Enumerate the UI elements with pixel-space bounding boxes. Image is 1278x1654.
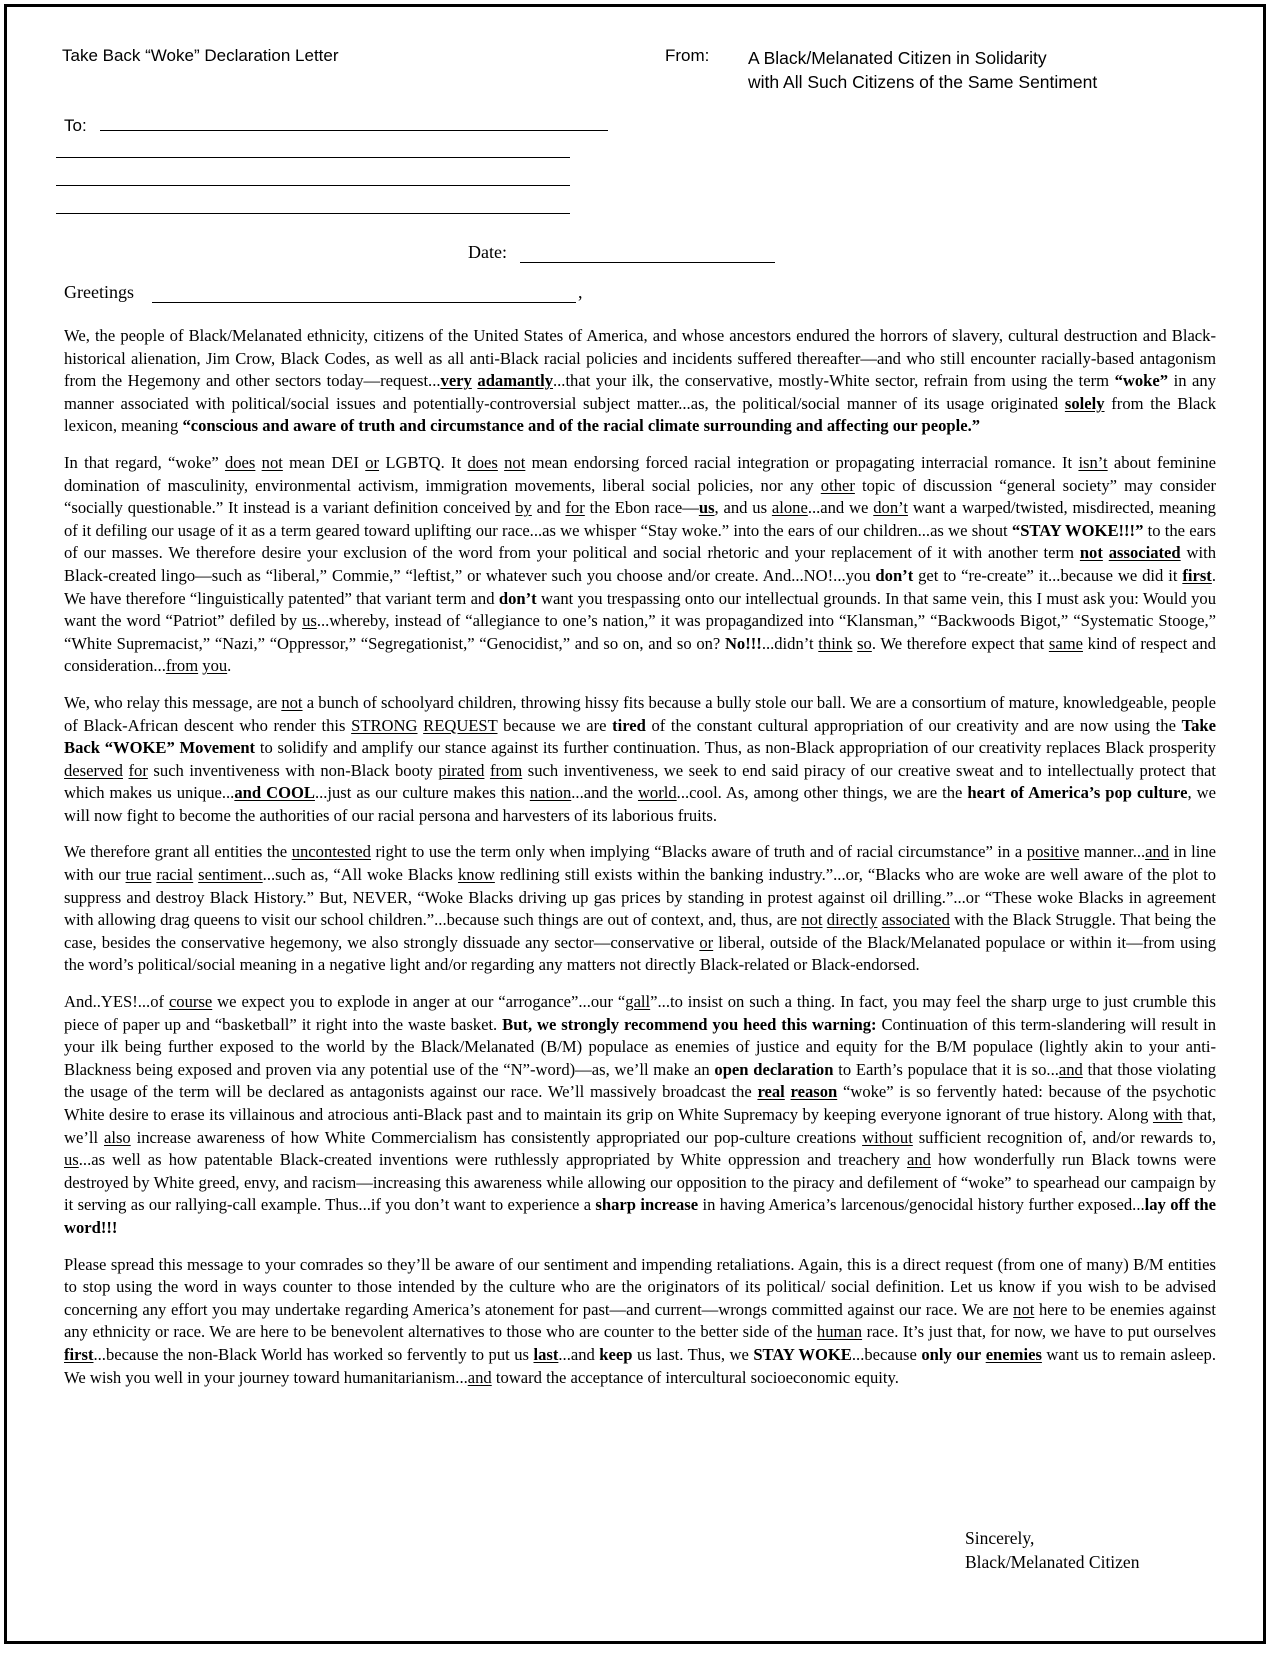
paragraph-text: ...and bbox=[558, 1344, 600, 1364]
body-paragraph-3 bbox=[64, 692, 1216, 828]
emphasis-text: associated bbox=[1108, 543, 1181, 563]
emphasis-text: for bbox=[565, 498, 585, 518]
greeting-label: Greetings bbox=[64, 282, 134, 302]
emphasis-text: don’t bbox=[873, 498, 908, 518]
emphasis-text: first bbox=[1182, 565, 1212, 585]
paragraph-text: Continuation of this term-slandering will result in your ilk being further exposed to the world by the Black/Melanated (B/M) populace as enemies of justice and equity for the B/M populace (lightly akin to your anti-Blackness being exposed and proven via any potential use of the “N”-word)—as, we’ll make an bbox=[64, 1014, 1216, 1079]
paragraph-text: how wonderfully run Black towns were destroyed by White greed, envy, and racism—increasing this awareness while allowing our opposition to the piracy and defilement of “woke” to spearhead our campaign by it serving as our rallying-call example. Thus...if you don’t want to experience a bbox=[64, 1150, 1216, 1215]
paragraph-text: ...didn’t bbox=[761, 633, 819, 653]
emphasis-text: from bbox=[489, 760, 523, 780]
body-paragraph-5 bbox=[64, 991, 1216, 1240]
emphasis-text: heart of America’s pop culture bbox=[967, 783, 1188, 803]
paragraph-text: such inventiveness with non-Black booty bbox=[147, 760, 439, 780]
emphasis-text: real bbox=[757, 1082, 785, 1102]
paragraph-text: ...and the bbox=[571, 783, 638, 803]
emphasis-text: very bbox=[440, 371, 472, 391]
paragraph-text: ...such as, “All woke Blacks bbox=[262, 865, 458, 885]
emphasis-text: But, we strongly recommend you heed this warning: bbox=[502, 1014, 877, 1034]
emphasis-text: adamantly bbox=[477, 371, 553, 391]
from-line: with All Such Citizens of the Same Sentiment bbox=[748, 72, 1098, 92]
emphasis-text: does bbox=[224, 452, 256, 472]
emphasis-text: not bbox=[1079, 543, 1103, 563]
paragraph-text: ...as well as how patentable Black-created inventions were ruthlessly appropriated by White oppression and treachery bbox=[78, 1150, 908, 1170]
paragraph-text: LGBTQ. It bbox=[379, 452, 468, 472]
emphasis-text: from bbox=[165, 656, 199, 676]
paragraph-text: ...whereby, instead of “allegiance to one’s nation,” it was propagandized into “Klansman,” “Backwoods Bigot,” “Systematic Stooge,” “White Supremacist,” “Nazi,” “Oppressor,” “Segregationist,” “Genocidist,” and so on, and so on? bbox=[64, 611, 1216, 653]
from-label: From: bbox=[665, 46, 710, 65]
address-line-2[interactable] bbox=[56, 185, 570, 186]
emphasis-text: us bbox=[698, 498, 715, 518]
paragraph-text: to Earth’s populace that it is so... bbox=[833, 1059, 1059, 1079]
emphasis-text: nation bbox=[529, 783, 572, 803]
emphasis-text: true bbox=[125, 865, 152, 885]
emphasis-text: Take Back “WOKE” Movement bbox=[64, 715, 1216, 758]
emphasis-text: associated bbox=[881, 910, 950, 930]
emphasis-text: by bbox=[515, 498, 532, 518]
emphasis-text: for bbox=[128, 760, 148, 780]
emphasis-text: and COOL bbox=[234, 783, 315, 803]
paragraph-text: to solidify and amplify our stance against its further continuation. Thus, as non-Black appropriation of our creativity replaces Black prosperity bbox=[255, 738, 1216, 758]
emphasis-text: sentiment bbox=[198, 865, 263, 885]
paragraph-text: to the ears of our masses. We therefore desire your exclusion of the word from your political and social rhetoric and your replacement of it with another term bbox=[64, 520, 1216, 563]
paragraph-text: . bbox=[227, 656, 232, 676]
letter-body bbox=[64, 325, 1216, 1403]
paragraph-text: the Ebon race— bbox=[584, 498, 699, 518]
paragraph-text: from the Black lexicon, meaning bbox=[64, 393, 1216, 436]
body-paragraph-6 bbox=[64, 1254, 1216, 1390]
paragraph-text: Please spread this message to your comrades so they’ll be aware of our sentiment and impending retaliations. Again, this is a direct request (from one of many) B/M entities to stop using the word in ways counter to those intended by the culture who are the originators of its political/ social definition. Let us know if you wish to be advised concerning any effort you may undertake regarding America’s atonement for past—and current—wrongs committed against our race. We are bbox=[64, 1254, 1216, 1319]
emphasis-text: us bbox=[302, 611, 317, 631]
emphasis-text: first bbox=[64, 1344, 94, 1364]
emphasis-text: positive bbox=[1026, 842, 1080, 862]
emphasis-text: pirated bbox=[438, 760, 485, 780]
emphasis-text: reason bbox=[790, 1082, 838, 1102]
emphasis-text: or bbox=[699, 932, 714, 952]
emphasis-text: other bbox=[820, 475, 855, 495]
emphasis-text: you bbox=[202, 656, 228, 676]
paragraph-text: want us to remain asleep. We wish you well in your journey toward humanitarianism... bbox=[64, 1344, 1216, 1387]
to-label: To: bbox=[64, 116, 87, 135]
emphasis-text: not bbox=[1013, 1299, 1035, 1319]
greeting-field[interactable] bbox=[152, 302, 576, 303]
body-paragraph-1 bbox=[64, 325, 1216, 438]
emphasis-text: and bbox=[467, 1367, 492, 1387]
emphasis-text: don’t bbox=[875, 565, 914, 585]
paragraph-text: ...because the non-Black World has worked so fervently to put us bbox=[93, 1344, 534, 1364]
paragraph-text: a bunch of schoolyard children, throwing hissy fits because a bully stole our ball. We are a consortium of mature, knowledgeable, people of Black-African descent who render this bbox=[64, 692, 1216, 735]
paragraph-text: mean DEI bbox=[282, 452, 366, 472]
paragraph-text: of the constant cultural appropriation of our creativity and are now using the bbox=[645, 715, 1182, 735]
body-paragraph-4 bbox=[64, 841, 1216, 977]
emphasis-text: and bbox=[1145, 842, 1170, 862]
emphasis-text: tired bbox=[612, 715, 646, 735]
from-block bbox=[748, 46, 1097, 94]
paragraph-text: “woke” is so fervently hated: because of the psychotic White desire to erase its villainous and atrocious anti-Black past and to maintain its grip on White Supremacy by keeping everyone ignorant of true history. Along bbox=[64, 1082, 1216, 1124]
emphasis-text: REQUEST bbox=[423, 715, 498, 735]
paragraph-text: ...because bbox=[851, 1344, 922, 1364]
emphasis-text: gall bbox=[625, 992, 651, 1012]
emphasis-text: STAY WOKE bbox=[753, 1344, 852, 1364]
paragraph-text: sufficient recognition of, and/or rewards to, bbox=[912, 1127, 1216, 1147]
paragraph-text: that, we’ll bbox=[64, 1105, 1216, 1147]
paragraph-text: , we will now fight to become the authorities of our racial persona and harvesters of its laborious fruits. bbox=[64, 783, 1216, 825]
letter-title: Take Back “Woke” Declaration Letter bbox=[62, 46, 339, 65]
emphasis-text: does bbox=[467, 452, 498, 472]
greeting-comma: , bbox=[578, 282, 583, 302]
emphasis-text: not bbox=[801, 910, 823, 930]
paragraph-text: in any manner associated with political/social issues and potentially-controversial subject matter...as, the political/social manner of its usage originated bbox=[64, 371, 1217, 413]
emphasis-text: “woke” bbox=[1114, 371, 1169, 391]
emphasis-text: so bbox=[857, 633, 872, 653]
emphasis-text: last bbox=[533, 1344, 559, 1364]
paragraph-text: toward the acceptance of intercultural socioeconomic equity. bbox=[491, 1367, 899, 1387]
paragraph-text: ...that your ilk, the conservative, mostly-White sector, refrain from using the term bbox=[553, 371, 1115, 391]
paragraph-text: We therefore grant all entities the bbox=[64, 842, 292, 862]
emphasis-text: also bbox=[103, 1127, 131, 1147]
emphasis-text: or bbox=[365, 452, 380, 472]
paragraph-text: right to use the term only when implying “Blacks aware of truth and of racial circumstance” in a bbox=[370, 842, 1027, 862]
emphasis-text: think bbox=[818, 633, 853, 653]
paragraph-text: that those violating the usage of the term will be declared as antagonists against our race. We’ll massively broadcast the bbox=[64, 1059, 1216, 1102]
emphasis-text: “STAY WOKE!!!” bbox=[1011, 520, 1144, 540]
emphasis-text: without bbox=[862, 1127, 913, 1147]
paragraph-text: . We therefore expect that bbox=[871, 633, 1049, 653]
paragraph-text: want you trespassing onto our intellectual grounds. In that same vein, this I must ask you: Would you want the word “Patriot” defiled by bbox=[64, 588, 1216, 631]
emphasis-text: “conscious and aware of truth and circumstance and of the racial climate surrounding and affecting our people.” bbox=[182, 416, 981, 436]
paragraph-text: In that regard, “woke” bbox=[64, 452, 225, 472]
paragraph-text: . We have therefore “linguistically patented” that variant term and bbox=[64, 565, 1216, 608]
paragraph-text: ...just as our culture makes this bbox=[314, 783, 530, 803]
signature: Black/Melanated Citizen bbox=[965, 1552, 1140, 1572]
paragraph-text: increase awareness of how White Commercialism has consistently appropriated our pop-culture creations bbox=[130, 1127, 863, 1147]
emphasis-text: don’t bbox=[498, 588, 537, 608]
paragraph-text: get to “re-create” it...because we did it bbox=[913, 565, 1183, 585]
emphasis-text: enemies bbox=[985, 1344, 1042, 1364]
emphasis-text: open declaration bbox=[714, 1059, 834, 1079]
paragraph-text: in line with our bbox=[64, 842, 1216, 885]
emphasis-text: know bbox=[457, 865, 495, 885]
paragraph-text: redlining still exists within the banking industry.”...or, “Blacks who are woke are well aware of the plot to suppress and destroy Black History.” But, NEVER, “Woke Blacks driving up gas prices by standing in protest against oil drilling.”...or “These woke Blacks in agreement with allowing drag queens to visit our school children.”...because such things are out of context, and, thus, are bbox=[64, 865, 1217, 930]
paragraph-text: And..YES!...of bbox=[64, 992, 169, 1012]
emphasis-text: racial bbox=[156, 865, 194, 885]
emphasis-text: not bbox=[281, 692, 303, 712]
emphasis-text: directly bbox=[826, 910, 878, 930]
paragraph-text: with Black-created lingo—such as “liberal,” Commie,” “leftist,” or whatever such you choose and/or create. And...NO!...you bbox=[64, 543, 1217, 585]
paragraph-text: We, who relay this message, are bbox=[64, 692, 282, 712]
paragraph-text: in having America’s larcenous/genocidal history further exposed... bbox=[698, 1195, 1145, 1215]
emphasis-text: sharp increase bbox=[595, 1195, 699, 1215]
emphasis-text: course bbox=[168, 992, 213, 1012]
emphasis-text: and bbox=[1058, 1059, 1083, 1079]
address-line-1[interactable] bbox=[56, 157, 570, 158]
paragraph-text: kind of respect and consideration... bbox=[64, 633, 1216, 676]
date-field[interactable] bbox=[520, 262, 775, 263]
paragraph-text: topic of discussion “general society” may consider “socially questionable.” It instead is a variant definition conceived bbox=[64, 475, 1216, 518]
emphasis-text: human bbox=[816, 1322, 863, 1342]
paragraph-text: We, the people of Black/Melanated ethnicity, citizens of the United States of America, and whose ancestors endured the horrors of slavery, cultural destruction and Black-historical alienation, Jim Crow, Black Codes, as well as all anti-Black racial policies and incidents suffered thereafter—and who still encounter racially-based antagonism from the Hegemony and other sectors today—request... bbox=[64, 326, 1216, 391]
to-field[interactable] bbox=[100, 130, 608, 131]
emphasis-text: lay off the word!!! bbox=[64, 1195, 1217, 1237]
emphasis-text: same bbox=[1048, 633, 1083, 653]
emphasis-text: world bbox=[637, 783, 677, 803]
body-paragraph-2 bbox=[64, 452, 1216, 678]
closing: Sincerely, bbox=[965, 1528, 1035, 1548]
from-line: A Black/Melanated Citizen in Solidarity bbox=[748, 48, 1047, 68]
emphasis-text: deserved bbox=[64, 760, 123, 780]
emphasis-text: alone bbox=[771, 498, 808, 518]
paragraph-text: because we are bbox=[497, 715, 613, 735]
emphasis-text: us bbox=[64, 1150, 79, 1170]
paragraph-text: and bbox=[531, 498, 566, 518]
paragraph-text: here to be enemies against any ethnicity or race. We are here to be benevolent alternatives to those who are counter to the better side of the bbox=[64, 1299, 1217, 1342]
paragraph-text: manner... bbox=[1079, 842, 1146, 862]
paragraph-text: about feminine domination of masculinity, environmental activism, immigration movements, liberal social policies, nor any bbox=[64, 452, 1217, 495]
emphasis-text: only our bbox=[921, 1344, 982, 1364]
emphasis-text: with bbox=[1152, 1105, 1183, 1124]
paragraph-text: ...and we bbox=[807, 498, 874, 518]
emphasis-text: uncontested bbox=[291, 842, 371, 862]
paragraph-text: mean endorsing forced racial integration or propagating interracial romance. It bbox=[525, 452, 1079, 472]
paragraph-text: ...cool. As, among other things, we are the bbox=[676, 783, 968, 803]
address-line-3[interactable] bbox=[56, 213, 570, 214]
emphasis-text: keep bbox=[599, 1344, 633, 1364]
emphasis-text: not bbox=[261, 452, 283, 472]
paragraph-text: liberal, outside of the Black/Melanated populace or within it—from using the word’s political/social meaning in a negative light and/or regarding any matters not directly Black-related or Black-endorsed. bbox=[64, 932, 1216, 975]
emphasis-text: isn’t bbox=[1078, 452, 1108, 472]
paragraph-text: such inventiveness, we seek to end said piracy of our creative sweat and to intellectually protect that which makes us unique... bbox=[64, 760, 1216, 803]
paragraph-text: want a warped/twisted, misdirected, meaning of it defiling our usage of it as a term geared toward uplifting our race...as we whisper “Stay woke.” into the ears of our children...as we shout bbox=[64, 498, 1216, 540]
paragraph-text: us last. Thus, we bbox=[632, 1344, 754, 1364]
paragraph-text: race. It’s just that, for now, we have to put ourselves bbox=[862, 1322, 1216, 1342]
emphasis-text: solely bbox=[1064, 393, 1105, 413]
signoff-block bbox=[965, 1526, 1139, 1574]
emphasis-text: No!!! bbox=[724, 633, 762, 653]
emphasis-text: and bbox=[907, 1150, 931, 1170]
paragraph-text: , and us bbox=[714, 498, 772, 518]
emphasis-text: STRONG bbox=[351, 715, 418, 735]
emphasis-text: not bbox=[504, 452, 526, 472]
paragraph-text: ”...to insist on such a thing. In fact, you may feel the sharp urge to just crumble this piece of paper up and “basketball” it right into the waste basket. bbox=[64, 992, 1216, 1034]
paragraph-text: with the Black Struggle. That being the case, besides the conservative hegemony, we also strongly dissuade any sector—conservative bbox=[64, 910, 1216, 952]
paragraph-text: we expect you to explode in anger at our “arrogance”...our “ bbox=[212, 992, 626, 1012]
date-label: Date: bbox=[468, 242, 507, 262]
